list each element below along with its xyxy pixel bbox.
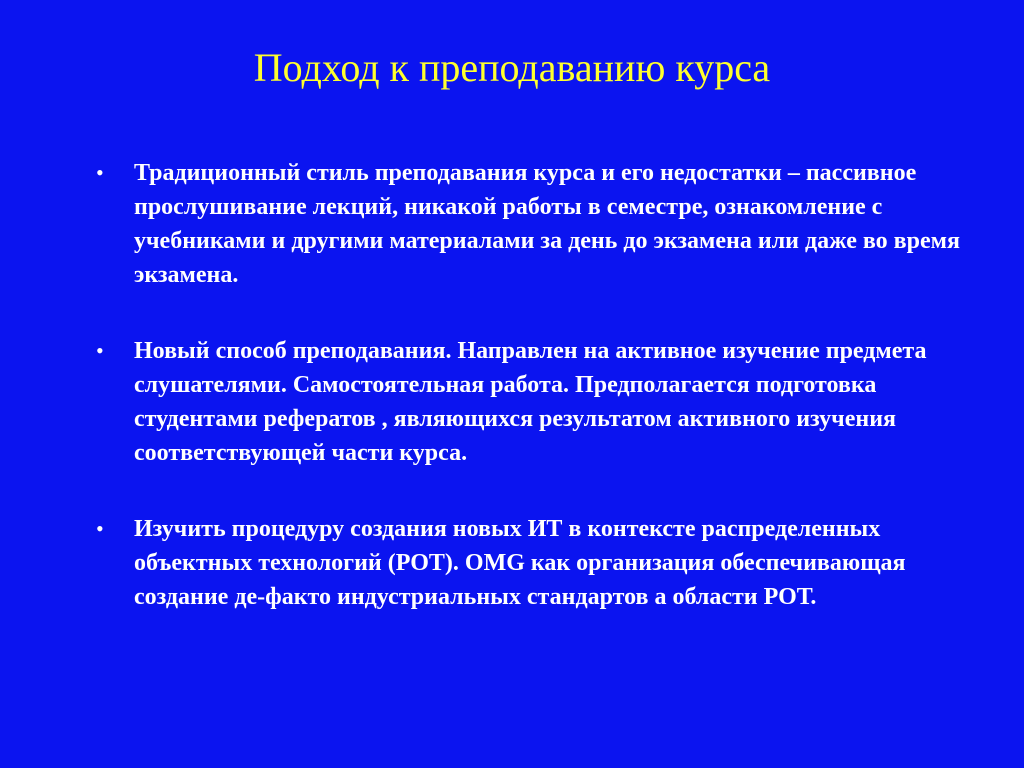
bullet-text: Традиционный стиль преподавания курса и его недостатки – пассивное прослушивание лекций, никакой работы в семестре, ознакомление с учебниками и другими материалами за день до экзамена или даже во время экзамена. [134,160,960,288]
bullet-list [96,156,966,614]
bullet-item [96,156,966,292]
bullet-icon: • [96,516,104,541]
bullet-item [96,512,966,614]
bullet-text: Изучить процедуру создания новых ИТ в контексте распределенных объектных технологий (РОТ). OMG как организация обеспечивающая создание де-факто индустриальных стандартов а области РОТ. [134,516,906,610]
bullet-icon: • [96,160,104,185]
bullet-text: Новый способ преподавания. Направлен на активное изучение предмета слушателями. Самостоятельная работа. Предполагается подготовка студентами рефератов , являющихся результатом активного изучения соответствующей части курса. [134,338,927,466]
slide-title: Подход к преподаванию курса [253,45,771,90]
bullet-item [96,334,966,470]
bullet-icon: • [96,338,104,363]
